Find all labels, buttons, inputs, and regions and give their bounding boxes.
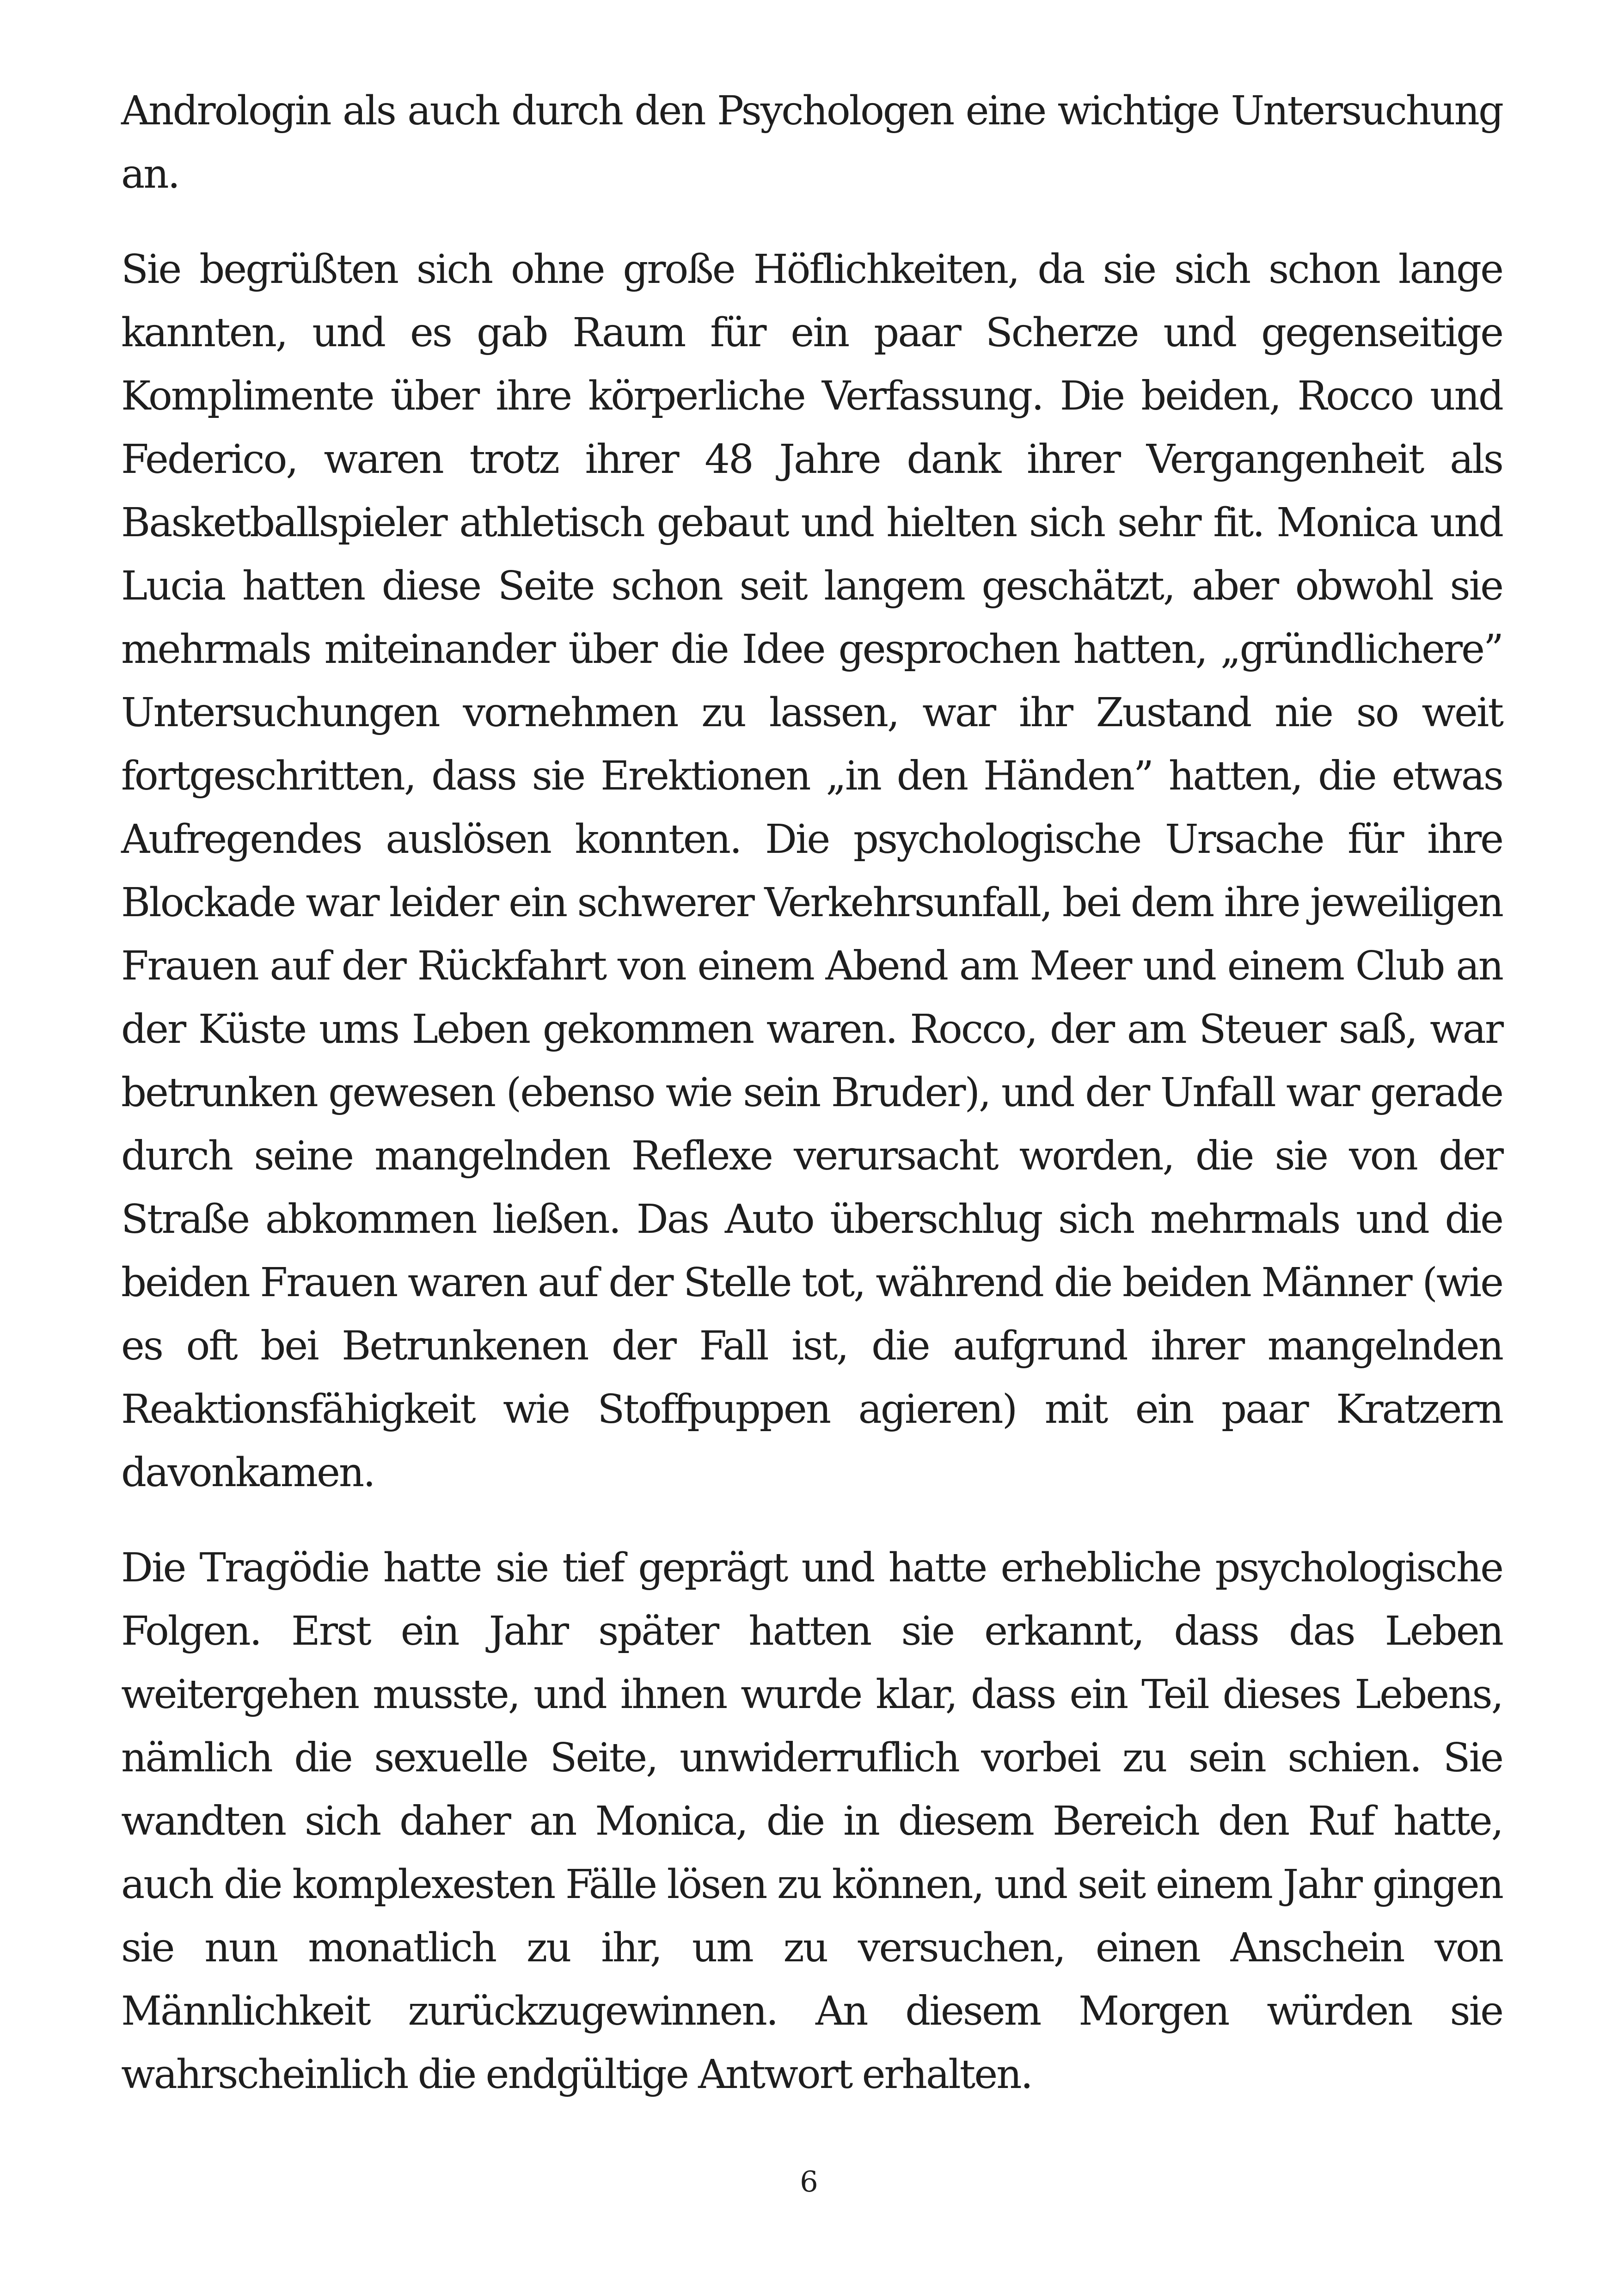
paragraph-continuation: Andrologin als auch durch den Psychologen eine wichtige Untersuchung an. xyxy=(121,88,1502,197)
page-number: 6 xyxy=(800,2165,818,2198)
paragraph-greeting: Sie begrüßten sich ohne große Höflichkeiten, da sie sich schon lange kannten, und es gab Raum für ein paar Scherze und gegenseitige Komplimente über ihre körperliche Verfassung. Die beiden, Rocco und Federico, waren trotz ihrer 48 Jahre dank ihrer Vergangenheit als Basketballspieler athletisch gebaut und hielten sich sehr fit. Monica und Lucia hatten diese Seite schon seit langem geschätzt, aber obwohl sie mehrmals miteinander über die Idee gesprochen hatten, „gründlichere” Untersuchungen vornehmen zu lassen, war ihr Zustand nie so weit fortgeschritten, dass sie Erektionen „in den Händen” hatten, die etwas Aufregendes auslösen konnten. Die psychologische Ursache für ihre Blockade war leider ein schwerer Verkehrsunfall, bei dem ihre jeweiligen Frauen auf der Rückfahrt von einem Abend am Meer und einem Club an der Küste ums Leben gekommen waren. Rocco, der am Steuer saß, war betrunken gewesen (ebenso wie sein Bruder), und der Unfall war gerade durch seine mangelnden Reflexe verursacht worden, die sie von der Straße abkommen ließen. Das Auto überschlug sich mehrmals und die beiden Frauen waren auf der Stelle tot, während die beiden Männer (wie es oft bei Betrunkenen der Fall ist, die aufgrund ihrer mangelnden Reaktionsfähigkeit wie Stoffpuppen agieren) mit ein paar Kratzern davonkamen. xyxy=(121,246,1502,1496)
paragraph-tragedy: Die Tragödie hatte sie tief geprägt und hatte erhebliche psychologische Folgen. Erst ein Jahr später hatten sie erkannt, dass das Leben weitergehen musste, und ihnen wurde klar, dass ein Teil dieses Lebens, nämlich die sexuelle Seite, unwiderruflich vorbei zu sein schien. Sie wandten sich daher an Monica, die in diesem Bereich den Ruf hatte, auch die komplexesten Fälle lösen zu können, und seit einem Jahr gingen sie nun monatlich zu ihr, um zu versuchen, einen Anschein von Männlichkeit zurückzugewinnen. An diesem Morgen würden sie wahrscheinlich die endgültige Antwort erhalten. xyxy=(121,1545,1502,2098)
body-text xyxy=(121,80,1502,2106)
